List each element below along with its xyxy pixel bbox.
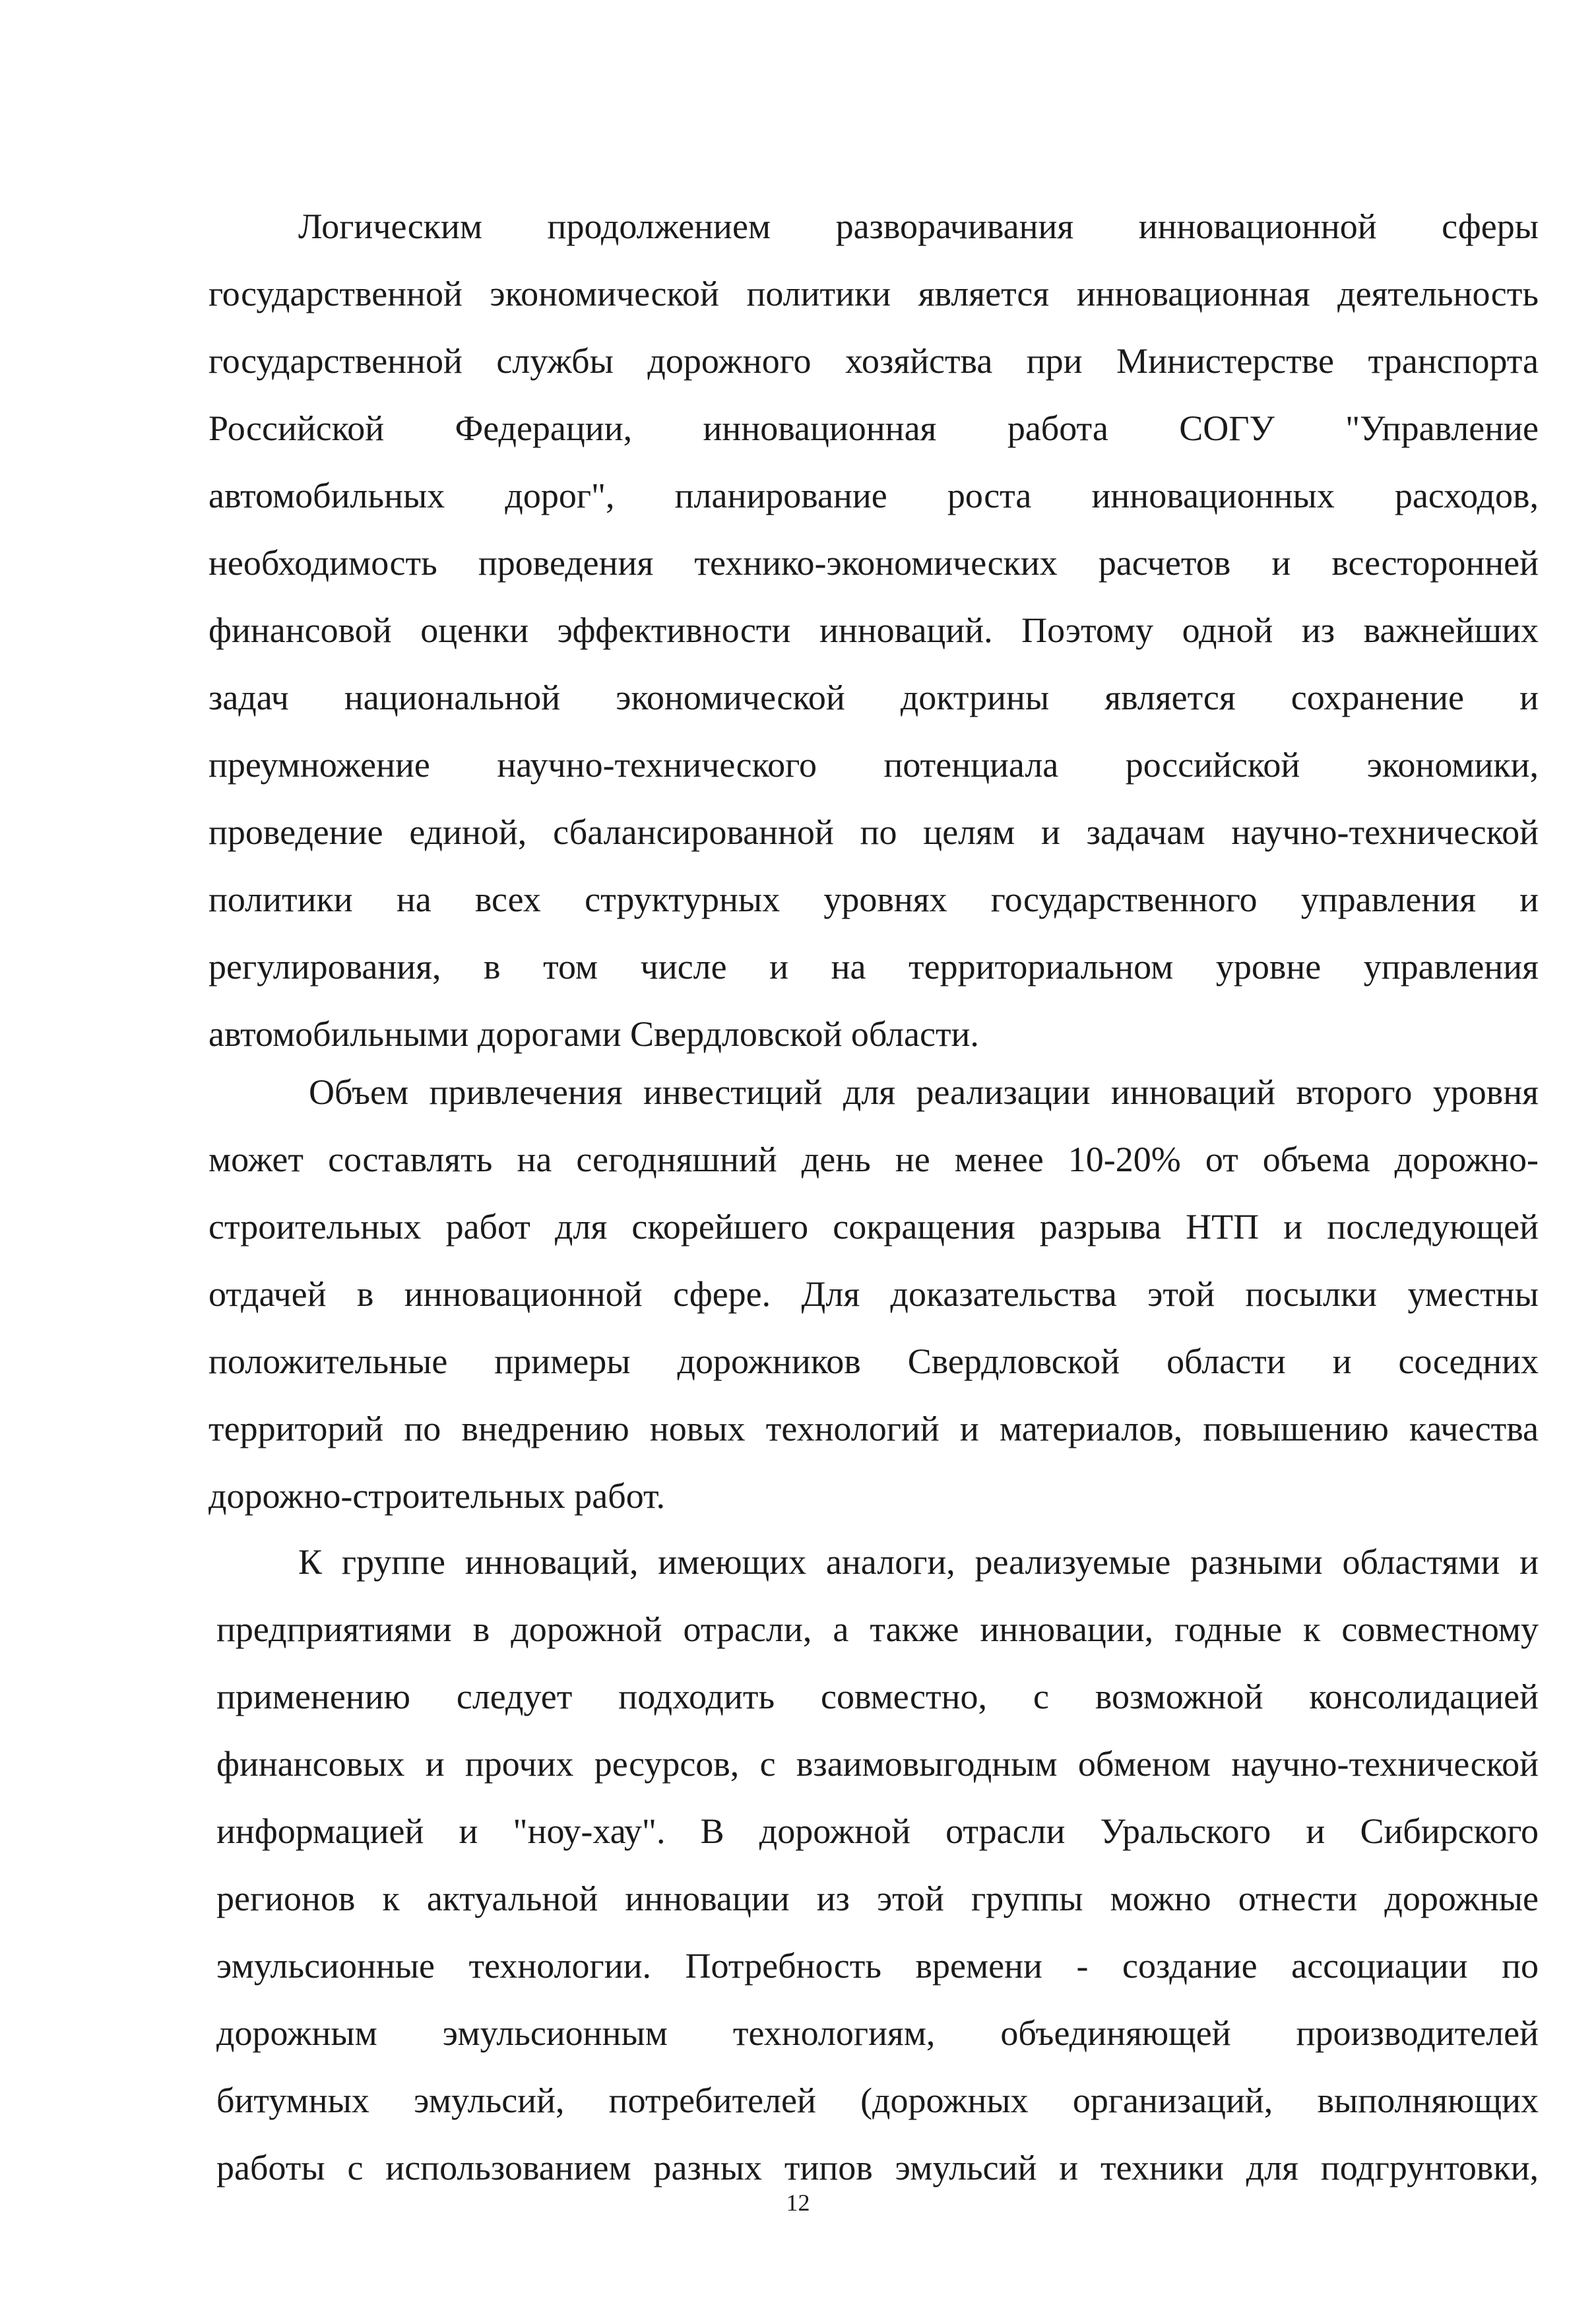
paragraph-line: автомобильными дорогами Свердловской области. (208, 1014, 979, 1054)
paragraph-line: регионов к актуальной инновации из этой группы можно отнести дорожные (216, 1879, 1539, 1918)
paragraph-2 (208, 1058, 1539, 1530)
paragraph-3 (216, 1528, 1539, 2201)
paragraph-line: государственной службы дорожного хозяйства при Министерстве транспорта (208, 341, 1539, 381)
paragraph-line: Российской Федерации, инновационная работа СОГУ "Управление (208, 408, 1539, 448)
paragraph-line: необходимость проведения технико-экономических расчетов и всесторонней (208, 543, 1539, 583)
paragraph-line: К группе инноваций, имеющих аналоги, реализуемые разными областями и (298, 1542, 1539, 1582)
paragraph-line: дорожно-строительных работ. (208, 1476, 666, 1516)
paragraph-line: преумножение научно-технического потенциала российской экономики, (208, 745, 1539, 785)
paragraph-line: дорожным эмульсионным технологиям, объединяющей производителей (216, 2013, 1539, 2053)
paragraph-line: финансовой оценки эффективности инноваций. Поэтому одной из важнейших (208, 610, 1539, 650)
paragraph-line: битумных эмульсий, потребителей (дорожных организаций, выполняющих (216, 2081, 1539, 2120)
paragraph-line: отдачей в инновационной сфере. Для доказательства этой посылки уместны (208, 1274, 1539, 1314)
paragraph-line: автомобильных дорог", планирование роста инновационных расходов, (208, 476, 1539, 515)
paragraph-line: государственной экономической политики является инновационная деятельность (208, 274, 1539, 313)
paragraph-line: Объем привлечения инвестиций для реализации инноваций второго уровня (309, 1072, 1539, 1112)
paragraph-line: предприятиями в дорожной отрасли, а также инновации, годные к совместному (216, 1609, 1539, 1649)
paragraph-line: применению следует подходить совместно, с возможной консолидацией (216, 1677, 1539, 1716)
paragraph-line: регулирования, в том числе и на территориальном уровне управления (208, 947, 1539, 987)
paragraph-line: работы с использованием разных типов эмульсий и техники для подгрунтовки, (216, 2148, 1539, 2187)
paragraph-line: эмульсионные технологии. Потребность времени - создание ассоциации по (216, 1946, 1539, 1986)
paragraph-line: политики на всех структурных уровнях государственного управления и (208, 880, 1539, 919)
paragraph-line: Логическим продолжением разворачивания инновационной сферы (298, 207, 1539, 246)
paragraph-line: задач национальной экономической доктрины является сохранение и (208, 678, 1539, 717)
paragraph-line: проведение единой, сбалансированной по целям и задачам научно-технической (208, 812, 1539, 852)
page-number: 12 (786, 2189, 810, 2216)
paragraph-line: территорий по внедрению новых технологий и материалов, повышению качества (208, 1409, 1539, 1448)
paragraph-line: строительных работ для скорейшего сокращения разрыва НТП и последующей (208, 1207, 1539, 1247)
paragraph-line: информацией и "ноу-хау". В дорожной отрасли Уральского и Сибирского (216, 1811, 1539, 1851)
paragraph-line: финансовых и прочих ресурсов, с взаимовыгодным обменом научно-технической (216, 1744, 1539, 1784)
paragraph-line: положительные примеры дорожников Свердловской области и соседних (208, 1342, 1539, 1381)
paragraph-line: может составлять на сегодняшний день не менее 10-20% от объема дорожно- (208, 1140, 1539, 1179)
paragraph-1 (208, 193, 1539, 1068)
